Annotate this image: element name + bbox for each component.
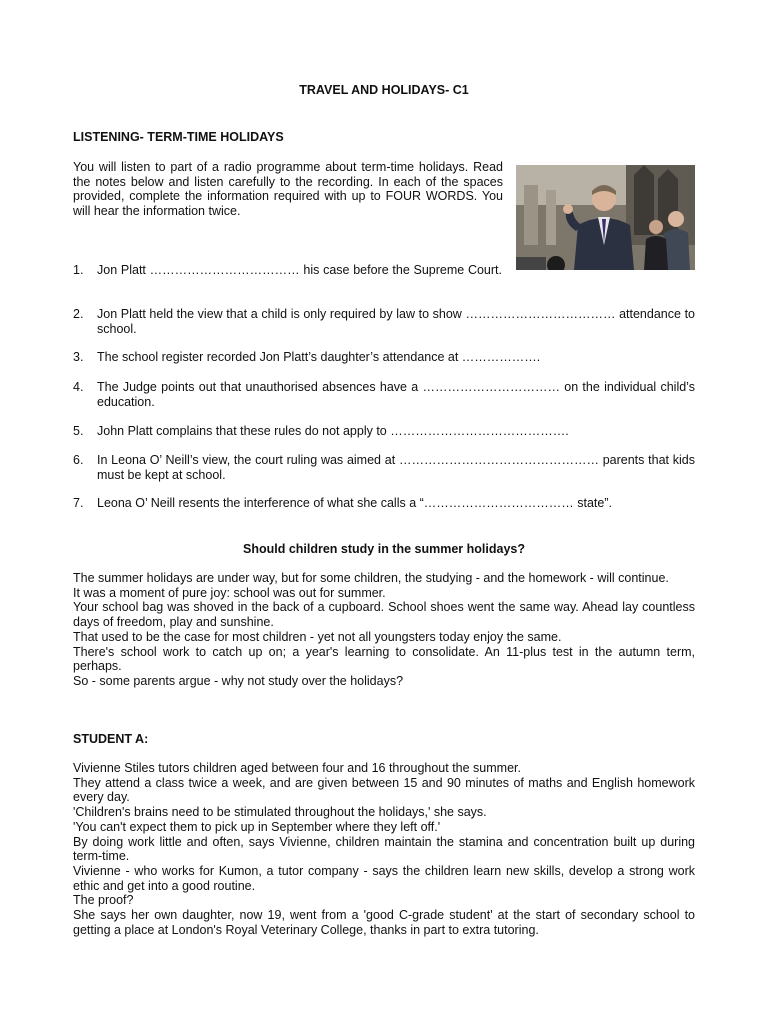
reading-paragraph: The summer holidays are under way, but for some children, the studying - and the homework - will continue. (73, 571, 669, 585)
question-item-1 (73, 263, 502, 278)
document-title: TRAVEL AND HOLIDAYS- C1 (299, 83, 469, 97)
question-number: 5. (73, 424, 84, 438)
listening-instructions: You will listen to part of a radio programme about term-time holidays. Read the notes below and listen carefully to the recording. In each of the spaces provided, complete the information required with up to FOUR WORDS. You will hear the information twice. (73, 160, 503, 218)
question-text: Jon Platt held the view that a child is only required by law to show ……………………………… attendance to school. (97, 307, 695, 336)
question-item-3 (73, 350, 695, 365)
question-text: John Platt complains that these rules do not apply to ……………………………………. (97, 424, 569, 438)
question-item-5 (73, 424, 695, 439)
reading-heading: Should children study in the summer holidays? (243, 542, 525, 556)
court-photo-image (516, 165, 695, 270)
reading-paragraph: That used to be the case for most children - yet not all youngsters today enjoy the same. (73, 629, 562, 644)
question-item-4 (73, 380, 695, 409)
reading-text (73, 571, 695, 689)
student-paragraph: They attend a class twice a week, and are given between 15 and 90 minutes of maths and English homework every day. (73, 775, 695, 805)
reading-paragraph: So - some parents argue - why not study over the holidays? (73, 673, 404, 688)
student-paragraph: 'You can't expect them to pick up in September where they left off.' (73, 819, 441, 834)
student-paragraph: She says her own daughter, now 19, went from a 'good C-grade student' at the start of secondary school to getting a place at London's Royal Veterinary College, thanks in part to extra tutoring. (73, 908, 695, 937)
reading-paragraph: It was a moment of pure joy: school was out for summer. (73, 585, 386, 600)
student-paragraph: Vivienne Stiles tutors children aged between four and 16 throughout the summer. (73, 761, 521, 775)
reading-paragraph: Your school bag was shoved in the back of a cupboard. School shoes went the same way. Ahead lay countless days of freedom, play and sunshine. (73, 600, 695, 630)
question-text: In Leona O’ Neill’s view, the court ruling was aimed at ………………………………………… parents that kids must be kept at school. (97, 453, 695, 482)
student-heading: STUDENT A: (73, 732, 149, 746)
question-item-6 (73, 453, 695, 482)
listening-heading: LISTENING- TERM-TIME HOLIDAYS (73, 130, 284, 144)
question-number: 1. (73, 263, 84, 277)
student-paragraph: The proof? (73, 893, 134, 908)
question-text: Jon Platt ……………………………… his case before the Supreme Court. (97, 263, 502, 277)
question-number: 3. (73, 350, 84, 364)
court-photo (516, 165, 695, 270)
question-item-2 (73, 307, 695, 336)
question-number: 7. (73, 496, 84, 510)
reading-paragraph: There's school work to catch up on; a year's learning to consolidate. An 11-plus test in the autumn term, perhaps. (73, 644, 695, 674)
question-text: The Judge points out that unauthorised absences have a …………………………… on the individual child’s education. (97, 380, 695, 409)
student-text (73, 761, 695, 937)
student-paragraph: By doing work little and often, says Vivienne, children maintain the stamina and concentration built up during term-time. (73, 834, 695, 864)
question-number: 6. (73, 453, 84, 467)
question-number: 2. (73, 307, 84, 321)
question-text: Leona O’ Neill resents the interference of what she calls a “……………………………… state”. (97, 496, 612, 510)
question-item-7 (73, 496, 695, 511)
question-number: 4. (73, 380, 84, 394)
student-paragraph: Vivienne - who works for Kumon, a tutor company - says the children learn new skills, develop a strong work ethic and get into a good routine. (73, 863, 695, 893)
question-text: The school register recorded Jon Platt’s daughter’s attendance at ………………. (97, 350, 541, 364)
student-paragraph: 'Children's brains need to be stimulated throughout the holidays,' she says. (73, 805, 487, 820)
